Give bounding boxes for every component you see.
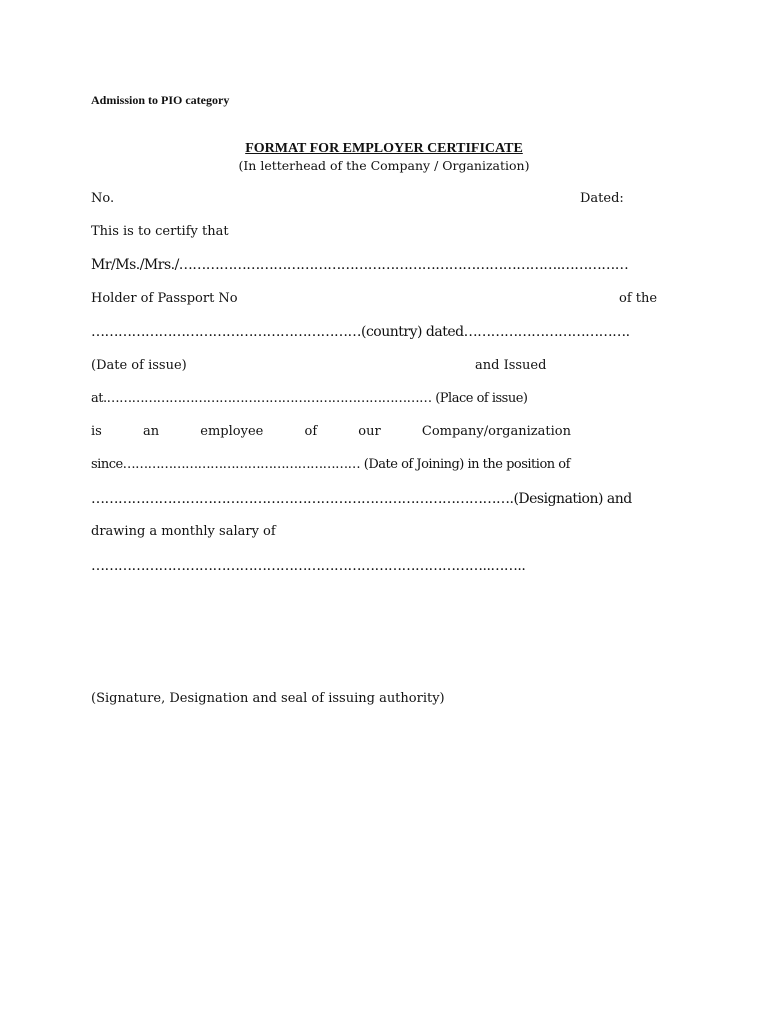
country-line: ……………………………………………………(country) dated………………………………. bbox=[91, 324, 630, 340]
category-heading: Admission to PIO category bbox=[91, 93, 230, 107]
since-line: since………………………………………………… (Date of Joining) in the position of bbox=[91, 457, 570, 472]
and-issued-text: and Issued bbox=[475, 358, 547, 373]
salary-dots-line: ……………………………………………………………………………..…….. bbox=[91, 558, 526, 574]
signature-line: (Signature, Designation and seal of issuing authority) bbox=[91, 691, 445, 706]
employee-word: our bbox=[358, 424, 381, 439]
place-of-issue-line: at.…………………………………………………………………… (Place of issue) bbox=[91, 391, 528, 406]
of-the-text: of the bbox=[619, 291, 658, 306]
designation-line: ………………………………………………………………………………….(Designation) and bbox=[91, 491, 632, 507]
document-title: FORMAT FOR EMPLOYER CERTIFICATE bbox=[245, 141, 523, 156]
name-line: Mr/Ms./Mrs./………………………………………………………………………….…………… bbox=[91, 257, 629, 273]
employee-word: is bbox=[91, 424, 102, 439]
employee-word: of bbox=[304, 424, 318, 439]
employee-line bbox=[91, 424, 571, 439]
document-subtitle: (In letterhead of the Company / Organization) bbox=[238, 158, 530, 173]
no-label: No. bbox=[91, 191, 115, 206]
employee-word: Company/organization bbox=[421, 424, 571, 439]
employee-word: an bbox=[143, 424, 160, 439]
salary-label: drawing a monthly salary of bbox=[91, 524, 276, 539]
date-of-issue-label: (Date of issue) bbox=[91, 358, 187, 373]
dated-label: Dated: bbox=[580, 191, 624, 206]
certify-line: This is to certify that bbox=[91, 224, 229, 239]
passport-label: Holder of Passport No bbox=[91, 291, 238, 306]
employee-word: employee bbox=[200, 424, 264, 439]
